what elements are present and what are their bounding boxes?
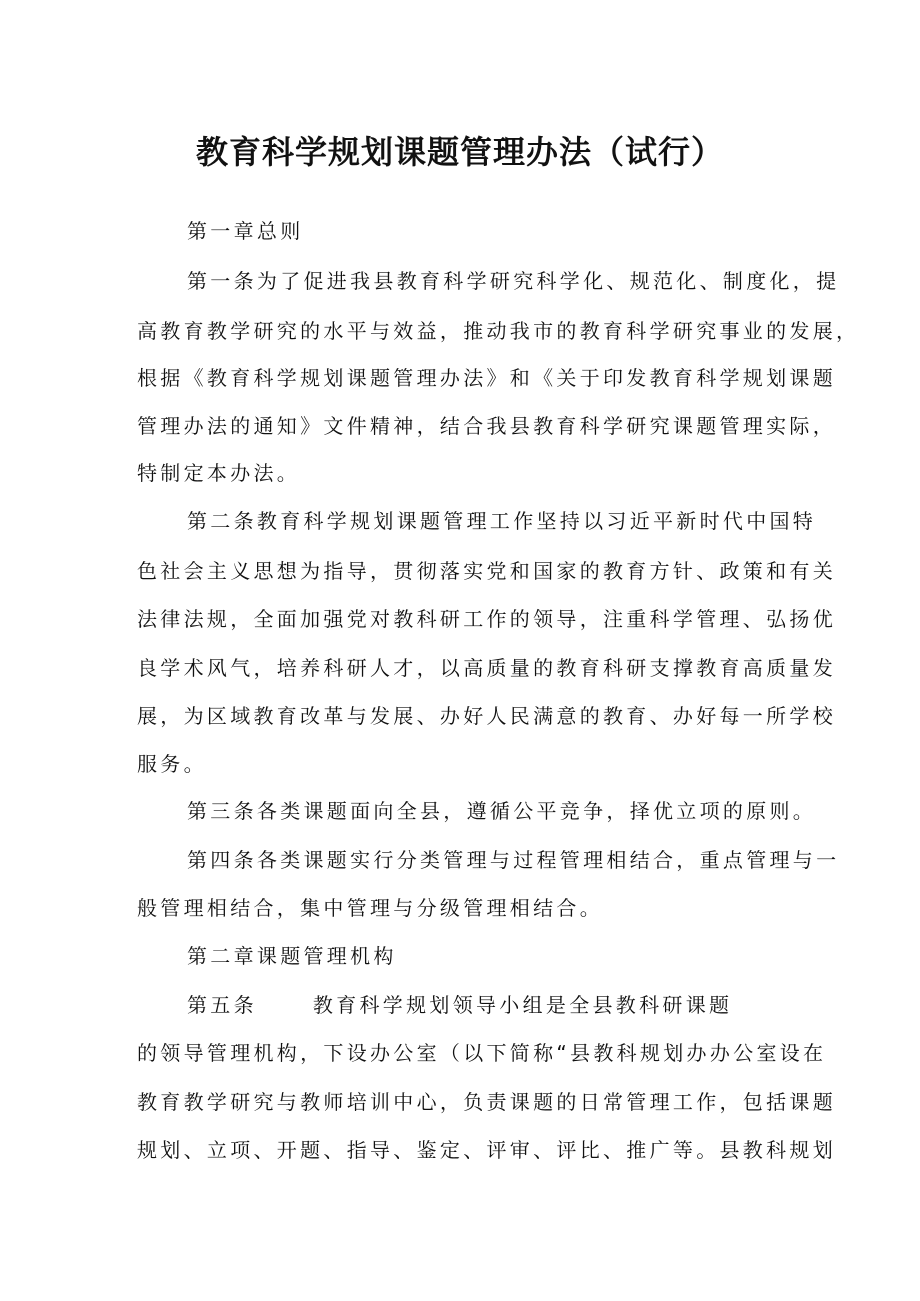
paragraph-line: 第四条各类课题实行分类管理与过程管理相结合，重点管理与一 (187, 848, 840, 872)
paragraph-line: 展，为区域教育改革与发展、办好人民满意的教育、办好每一所学校 (137, 704, 836, 728)
paragraph-line: 第一条为了促进我县教育科学研究科学化、规范化、制度化，提 (187, 269, 840, 293)
paragraph-line: 服务。 (137, 752, 207, 776)
document-title: 教育科学规划课题管理办法（试行） (195, 133, 724, 171)
paragraph-line: 第三条各类课题面向全县，遵循公平竞争，择优立项的原则。 (187, 799, 817, 823)
chapter-heading: 第一章总则 (187, 219, 304, 243)
paragraph-line: 特制定本办法。 (137, 461, 301, 485)
paragraph-line: 般管理相结合，集中管理与分级管理相结合。 (137, 896, 603, 920)
paragraph-line: 教育教学研究与教师培训中心，负责课题的日常管理工作，包括课题 (137, 1090, 836, 1114)
paragraph-line: 色社会主义思想为指导，贯彻落实党和国家的教育方针、政策和有关 (137, 559, 836, 583)
paragraph-line: 的领导管理机构，下设办公室（以下简称“县教科规划办办公室设在 (137, 1041, 827, 1065)
paragraph-line (187, 991, 732, 1019)
paragraph-line: 规划、立项、开题、指导、鉴定、评审、评比、推广等。县教科规划 (137, 1138, 836, 1162)
article-label: 第五条 (187, 993, 257, 1017)
paragraph-line: 良学术风气，培养科研人才，以高质量的教育科研支撑教育高质量发 (137, 656, 836, 680)
paragraph-line: 管理办法的通知》文件精神，结合我县教育科学研究课题管理实际， (137, 414, 836, 438)
paragraph-line: 根据《教育科学规划课题管理办法》和《关于印发教育科学规划课题 (137, 366, 836, 390)
paragraph-line: 法律法规，全面加强党对教科研工作的领导，注重科学管理、弘扬优 (137, 607, 836, 631)
chapter-heading: 第二章课题管理机构 (187, 944, 397, 968)
article-text: 教育科学规划领导小组是全县教科研课题 (312, 993, 733, 1017)
paragraph-line: 第二条教育科学规划课题管理工作坚持以习近平新时代中国特 (187, 509, 817, 533)
paragraph-line: 高教育教学研究的水平与效益，推动我市的教育科学研究事业的发展， (137, 319, 860, 343)
